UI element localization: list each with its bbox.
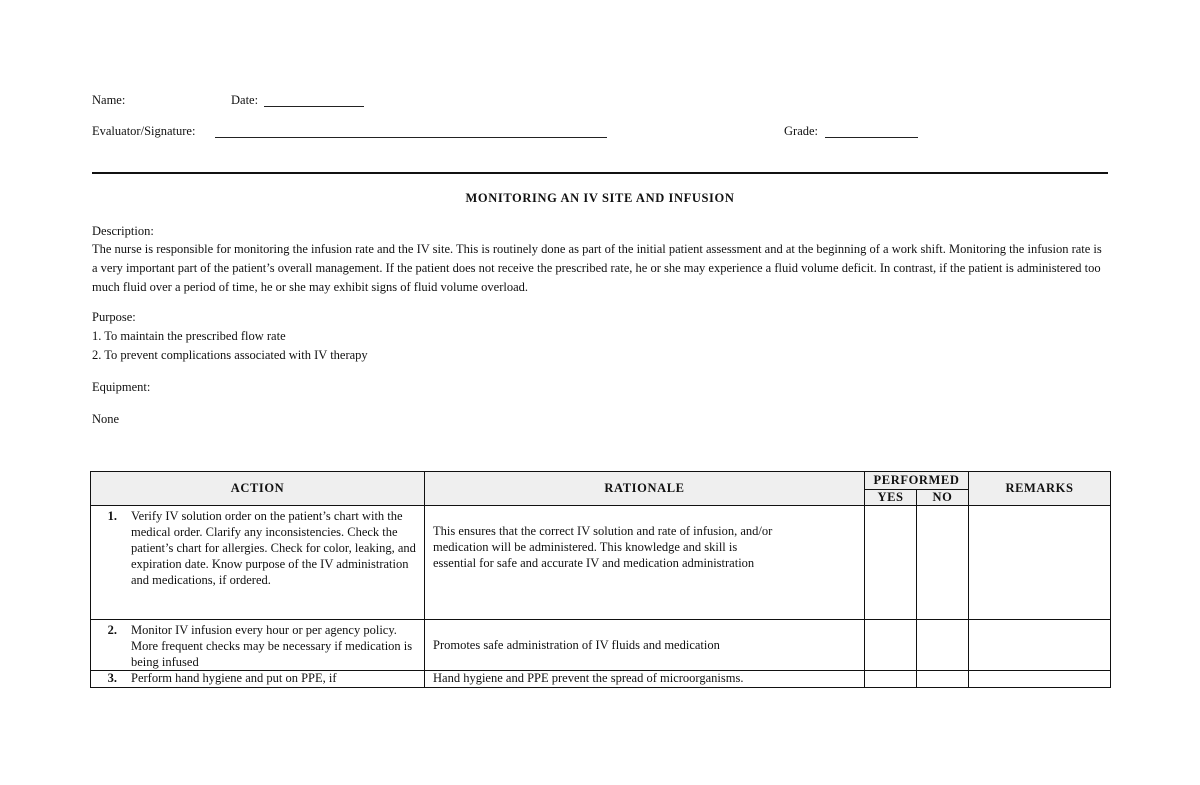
- performed-no-cell[interactable]: [917, 620, 969, 671]
- name-label: Name:: [92, 93, 126, 107]
- rationale-cell: [425, 620, 865, 671]
- grade-label: Grade:: [784, 124, 819, 138]
- table-row: [91, 671, 1111, 688]
- equipment-value: None: [92, 412, 120, 426]
- table-row: [91, 506, 1111, 620]
- rationale-cell: [425, 506, 865, 620]
- action-column-header: ACTION: [91, 472, 425, 506]
- performed-yes-cell[interactable]: [865, 671, 917, 688]
- remarks-cell[interactable]: [969, 620, 1111, 671]
- date-label: Date:: [231, 93, 259, 107]
- performed-yes-cell[interactable]: [865, 506, 917, 620]
- action-text: Perform hand hygiene and put on PPE, if: [131, 671, 337, 685]
- evaluator-signature-label: Evaluator/Signature:: [92, 124, 196, 138]
- grade-field-line[interactable]: [825, 137, 918, 138]
- action-cell: [91, 671, 425, 688]
- procedure-checklist-table: [90, 471, 1111, 688]
- description-text: The nurse is responsible for monitoring the infusion rate and the IV site. This is routinely done as part of the initial patient assessment and at the beginning of a work shift. Monitoring the infusion rate is a very important part of the patient’s overall management. If the patient does not receive the prescribed rate, he or she may experience a fluid volume deficit. In contrast, if the patient is administered too much fluid over a period of time, he or she may exhibit signs of fluid volume overload.: [92, 242, 1102, 294]
- purpose-list: [92, 327, 1108, 365]
- date-field-line[interactable]: [264, 106, 364, 107]
- action-cell: [91, 620, 425, 671]
- equipment-label: Equipment:: [92, 380, 151, 394]
- performed-column-header: PERFORMED: [865, 472, 969, 490]
- performed-yes-cell[interactable]: [865, 620, 917, 671]
- action-text: Monitor IV infusion every hour or per agency policy. More frequent checks may be necessary if medication is being infused: [131, 623, 413, 669]
- purpose-item: 1. To maintain the prescribed flow rate: [92, 329, 286, 343]
- header-divider: [92, 172, 1108, 174]
- table-row: [91, 620, 1111, 671]
- step-number: 2.: [107, 623, 117, 637]
- rationale-cell: [425, 671, 865, 688]
- evaluator-signature-field-line[interactable]: [215, 137, 607, 138]
- description-label: Description:: [92, 224, 154, 238]
- purpose-item: 2. To prevent complications associated with IV therapy: [92, 348, 368, 362]
- performed-no-cell[interactable]: [917, 671, 969, 688]
- remarks-column-header: REMARKS: [969, 472, 1111, 506]
- no-column-header: NO: [917, 490, 969, 506]
- step-number: 3.: [107, 671, 117, 685]
- rationale-text: This ensures that the correct IV solution and rate of infusion, and/or medication will be administered. This knowledge and skill is essential for safe and accurate IV and medication administration: [433, 524, 773, 570]
- document-title: MONITORING AN IV SITE AND INFUSION: [465, 191, 735, 205]
- remarks-cell[interactable]: [969, 506, 1111, 620]
- yes-column-header: YES: [865, 490, 917, 506]
- step-number: 1.: [107, 509, 117, 523]
- action-cell: [91, 506, 425, 620]
- rationale-text: Promotes safe administration of IV fluids and medication: [433, 638, 720, 652]
- rationale-column-header: RATIONALE: [425, 472, 865, 506]
- performed-no-cell[interactable]: [917, 506, 969, 620]
- purpose-label: Purpose:: [92, 310, 136, 324]
- rationale-text: Hand hygiene and PPE prevent the spread of microorganisms.: [433, 671, 744, 685]
- remarks-cell[interactable]: [969, 671, 1111, 688]
- action-text: Verify IV solution order on the patient’s chart with the medical order. Clarify any inconsistencies. Check the patient’s chart for allergies. Check for color, leaking, and expiration date. Know purpose of the IV administration and medications, if ordered.: [131, 509, 416, 587]
